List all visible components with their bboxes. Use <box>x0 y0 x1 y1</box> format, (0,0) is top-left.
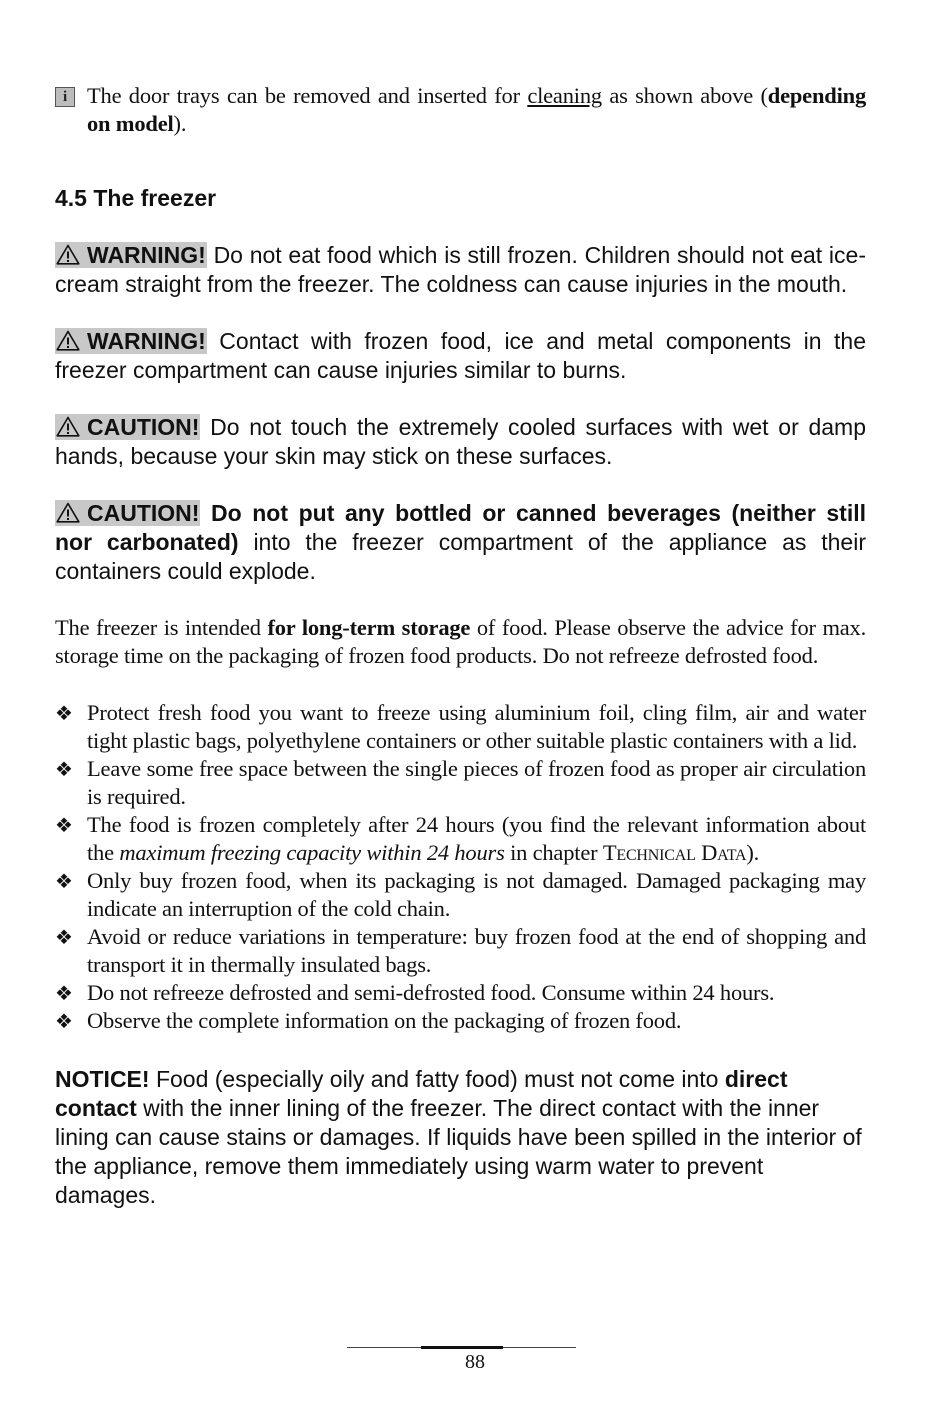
list-item <box>55 923 866 979</box>
bullet-diamond-icon: ❖ <box>55 869 73 893</box>
warning-text: Do not eat food which is still frozen. Children should not eat ice-cream straight from the freezer. The coldness can cause injuries in the mouth. <box>55 242 866 297</box>
caution-text: into the freezer compartment of the appliance as their containers could explode. <box>55 529 866 584</box>
list-item <box>55 699 866 755</box>
bullet-diamond-icon: ❖ <box>55 757 73 781</box>
notice-text: with the inner lining of the freezer. The direct contact with the inner lining can cause stains or damages. If liquids have been spilled in the interior of the appliance, remove them immediately using warm water to prevent damages. <box>55 1095 862 1208</box>
freezer-intro-paragraph <box>55 614 866 670</box>
warning-burns <box>55 327 866 385</box>
caution-bold-text: Do not put any bottled or canned beverages (neither still nor carbonated) <box>55 500 866 555</box>
info-note-bold: depending on model <box>87 83 866 136</box>
list-item <box>55 811 866 867</box>
list-item-text: ). <box>746 840 760 865</box>
warning-label <box>55 328 207 354</box>
bullet-diamond-icon: ❖ <box>55 925 73 949</box>
warning-frozen-food <box>55 241 866 299</box>
intro-text-end: of food. Please observe the advice for max. storage time on the packaging of frozen food products. Do not refreeze defrosted food. <box>55 615 867 668</box>
caution-bottles <box>55 499 866 586</box>
cleaning-link[interactable]: cleaning <box>527 83 602 108</box>
manual-page <box>55 82 866 1210</box>
list-item-italic: maximum freezing capacity within 24 hours <box>119 840 505 865</box>
notice-paragraph <box>55 1065 866 1210</box>
list-item-text: Protect fresh food you want to freeze using aluminium foil, cling film, air and water tight plastic bags, polyethylene containers or other suitable plastic containers with a lid. <box>87 700 866 753</box>
list-item-text: Do not refreeze defrosted and semi-defrosted food. Consume within 24 hours. <box>87 980 775 1005</box>
list-item <box>55 867 866 923</box>
page-number: 88 <box>465 1351 485 1373</box>
list-item <box>55 1007 866 1035</box>
caution-text: Do not touch the extremely cooled surfaces with wet or damp hands, because your skin may stick on these surfaces. <box>55 414 866 469</box>
list-item <box>55 755 866 811</box>
warning-triangle-icon <box>56 502 80 523</box>
caution-wet-hands <box>55 413 866 471</box>
bullet-diamond-icon: ❖ <box>55 701 73 725</box>
info-note-text-end: ). <box>173 111 187 136</box>
warning-label-text: WARNING! <box>87 242 206 268</box>
chapter-reference: Technical Data <box>602 840 747 865</box>
notice-label: NOTICE! <box>55 1066 150 1092</box>
warning-triangle-icon <box>56 416 80 437</box>
list-item-text: Observe the complete information on the packaging of frozen food. <box>87 1008 682 1033</box>
caution-label <box>55 414 200 440</box>
info-note-text-start: The door trays can be removed and inserted for <box>87 83 528 108</box>
info-note <box>55 82 866 138</box>
notice-bold: direct contact <box>55 1066 788 1121</box>
list-item-text: The food is frozen completely after 24 hours (you find the relevant information about the <box>87 812 866 865</box>
list-item <box>55 979 866 1007</box>
warning-text: Contact with frozen food, ice and metal components in the freezer compartment can cause injuries similar to burns. <box>55 328 866 383</box>
notice-text: Food (especially oily and fatty food) must not come into <box>149 1066 725 1092</box>
warning-triangle-icon <box>56 244 80 265</box>
list-item-text: Only buy frozen food, when its packaging is not damaged. Damaged packaging may indicate an interruption of the cold chain. <box>87 868 866 921</box>
info-note-text <box>87 82 866 138</box>
caution-label <box>55 500 200 526</box>
info-note-text-middle: as shown above ( <box>601 83 768 108</box>
warning-label-text: WARNING! <box>87 328 206 354</box>
intro-text-start: The freezer is intended <box>55 615 268 640</box>
bullet-diamond-icon: ❖ <box>55 981 73 1005</box>
bullet-diamond-icon: ❖ <box>55 1009 73 1033</box>
list-item-text: Avoid or reduce variations in temperature: buy frozen food at the end of shopping and transport it in thermally insulated bags. <box>87 924 866 977</box>
section-heading: 4.5 The freezer <box>55 185 217 211</box>
list-item-text: Leave some free space between the single pieces of frozen food as proper air circulation is required. <box>87 756 866 809</box>
list-item-text: in chapter <box>504 840 603 865</box>
caution-label-text: CAUTION! <box>87 414 200 440</box>
info-icon: i <box>55 87 75 107</box>
freezing-tips-list <box>55 699 866 1035</box>
intro-bold: for long-term storage <box>267 615 471 640</box>
bullet-diamond-icon: ❖ <box>55 813 73 837</box>
footer-divider-accent <box>421 1346 503 1349</box>
caution-label-text: CAUTION! <box>87 500 200 526</box>
warning-triangle-icon <box>56 330 80 351</box>
warning-label <box>55 242 207 268</box>
